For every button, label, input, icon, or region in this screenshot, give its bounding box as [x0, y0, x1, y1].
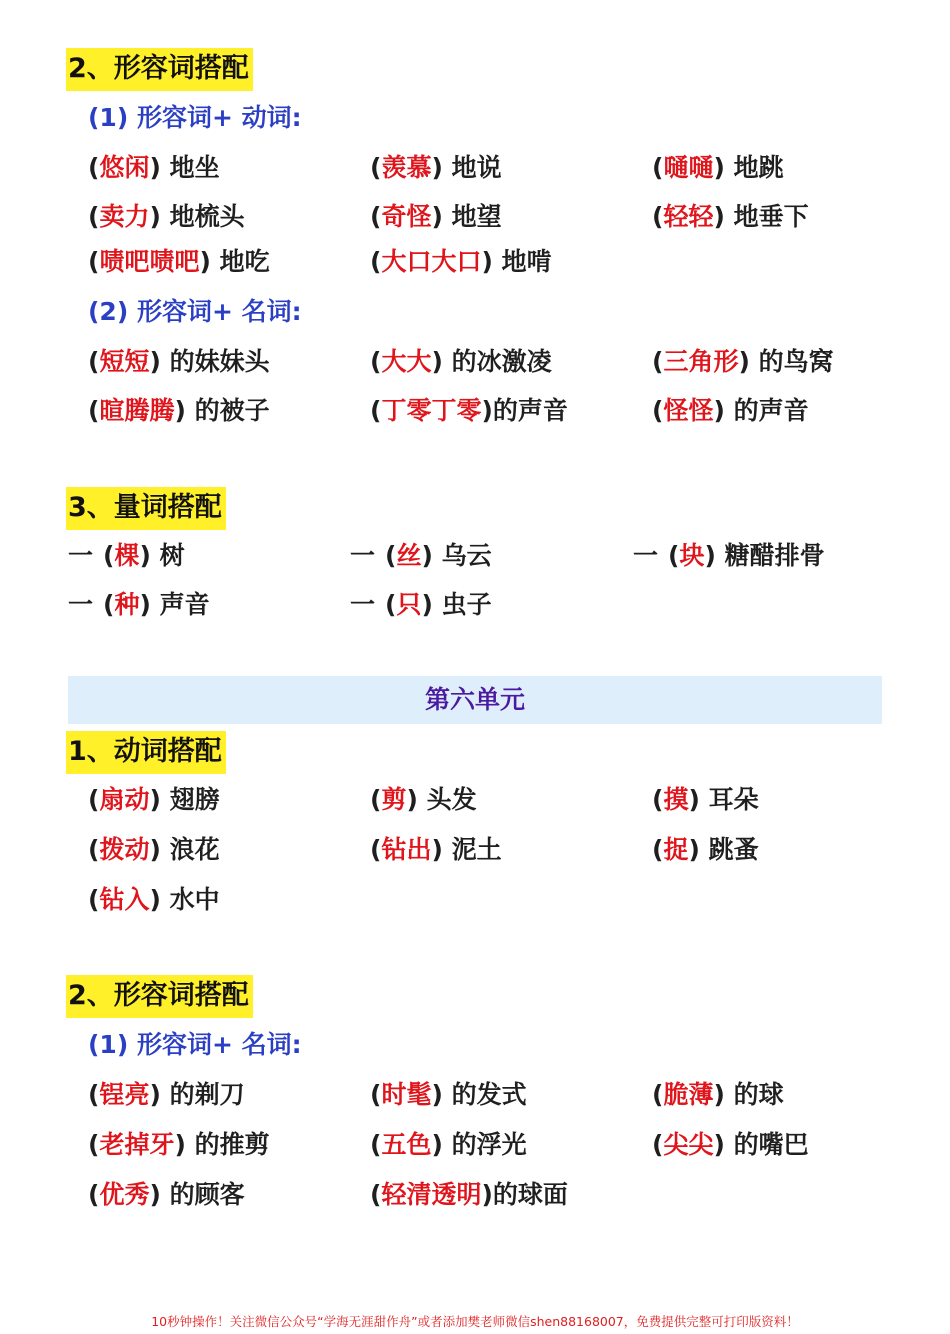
list-item: (丁零丁零)的声音 — [370, 396, 568, 425]
list-item: (脆薄) 的球 — [652, 1080, 784, 1109]
list-item: (拨动) 浪花 — [88, 835, 220, 864]
section-heading-verb: 1、动词搭配 — [66, 731, 226, 774]
list-item: (怪怪) 的声音 — [652, 396, 809, 425]
list-item: 一 (种) 声音 — [68, 590, 210, 619]
list-item: (钻出) 泥土 — [370, 835, 502, 864]
list-item: (轻清透明)的球面 — [370, 1180, 568, 1209]
list-item: 一 (只) 虫子 — [350, 590, 492, 619]
list-item: (大口大口) 地啃 — [370, 247, 552, 276]
list-item: (钻入) 水中 — [88, 885, 220, 914]
unit-title: 第六单元 — [424, 685, 525, 714]
list-item: (剪) 头发 — [370, 785, 477, 814]
list-item: (摸) 耳朵 — [652, 785, 759, 814]
list-item: (时髦) 的发式 — [370, 1080, 527, 1109]
list-item: (锃亮) 的剃刀 — [88, 1080, 245, 1109]
list-item: (尖尖) 的嘴巴 — [652, 1130, 809, 1159]
subheading-adjective-noun-2: (1) 形容词+ 名词: — [88, 1030, 302, 1059]
list-item: (奇怪) 地望 — [370, 202, 502, 231]
list-item: (五色) 的浮光 — [370, 1130, 527, 1159]
list-item: (捉) 跳蚤 — [652, 835, 759, 864]
subheading-adjective-verb: (1) 形容词+ 动词: — [88, 103, 302, 132]
section-heading-adjective-2: 2、形容词搭配 — [66, 975, 253, 1018]
list-item: (嗵嗵) 地跳 — [652, 153, 784, 182]
list-item: (暄腾腾) 的被子 — [88, 396, 270, 425]
list-item: 一 (棵) 树 — [68, 541, 185, 570]
list-item: (扇动) 翅膀 — [88, 785, 220, 814]
list-item: (短短) 的妹妹头 — [88, 347, 270, 376]
footer-note: 10秒钟操作！关注微信公众号“学海无涯甜作舟”或者添加樊老师微信shen88168007，免费提供完整可打印版资料！ — [151, 1314, 799, 1329]
subheading-adjective-noun: (2) 形容词+ 名词: — [88, 297, 302, 326]
section-heading-adjective-1: 2、形容词搭配 — [66, 48, 253, 91]
list-item: (大大) 的冰激凌 — [370, 347, 552, 376]
section-heading-measure-words: 3、量词搭配 — [66, 487, 226, 530]
list-item: (悠闲) 地坐 — [88, 153, 220, 182]
list-item: (优秀) 的顾客 — [88, 1180, 245, 1209]
list-item: (羡慕) 地说 — [370, 153, 502, 182]
list-item: 一 (块) 糖醋排骨 — [633, 541, 825, 570]
list-item: (卖力) 地梳头 — [88, 202, 245, 231]
unit-title-band — [68, 676, 882, 724]
list-item: (三角形) 的鸟窝 — [652, 347, 834, 376]
list-item: (轻轻) 地垂下 — [652, 202, 809, 231]
list-item: (老掉牙) 的推剪 — [88, 1130, 270, 1159]
list-item: (啧吧啧吧) 地吃 — [88, 247, 270, 276]
list-item: 一 (丝) 乌云 — [350, 541, 492, 570]
